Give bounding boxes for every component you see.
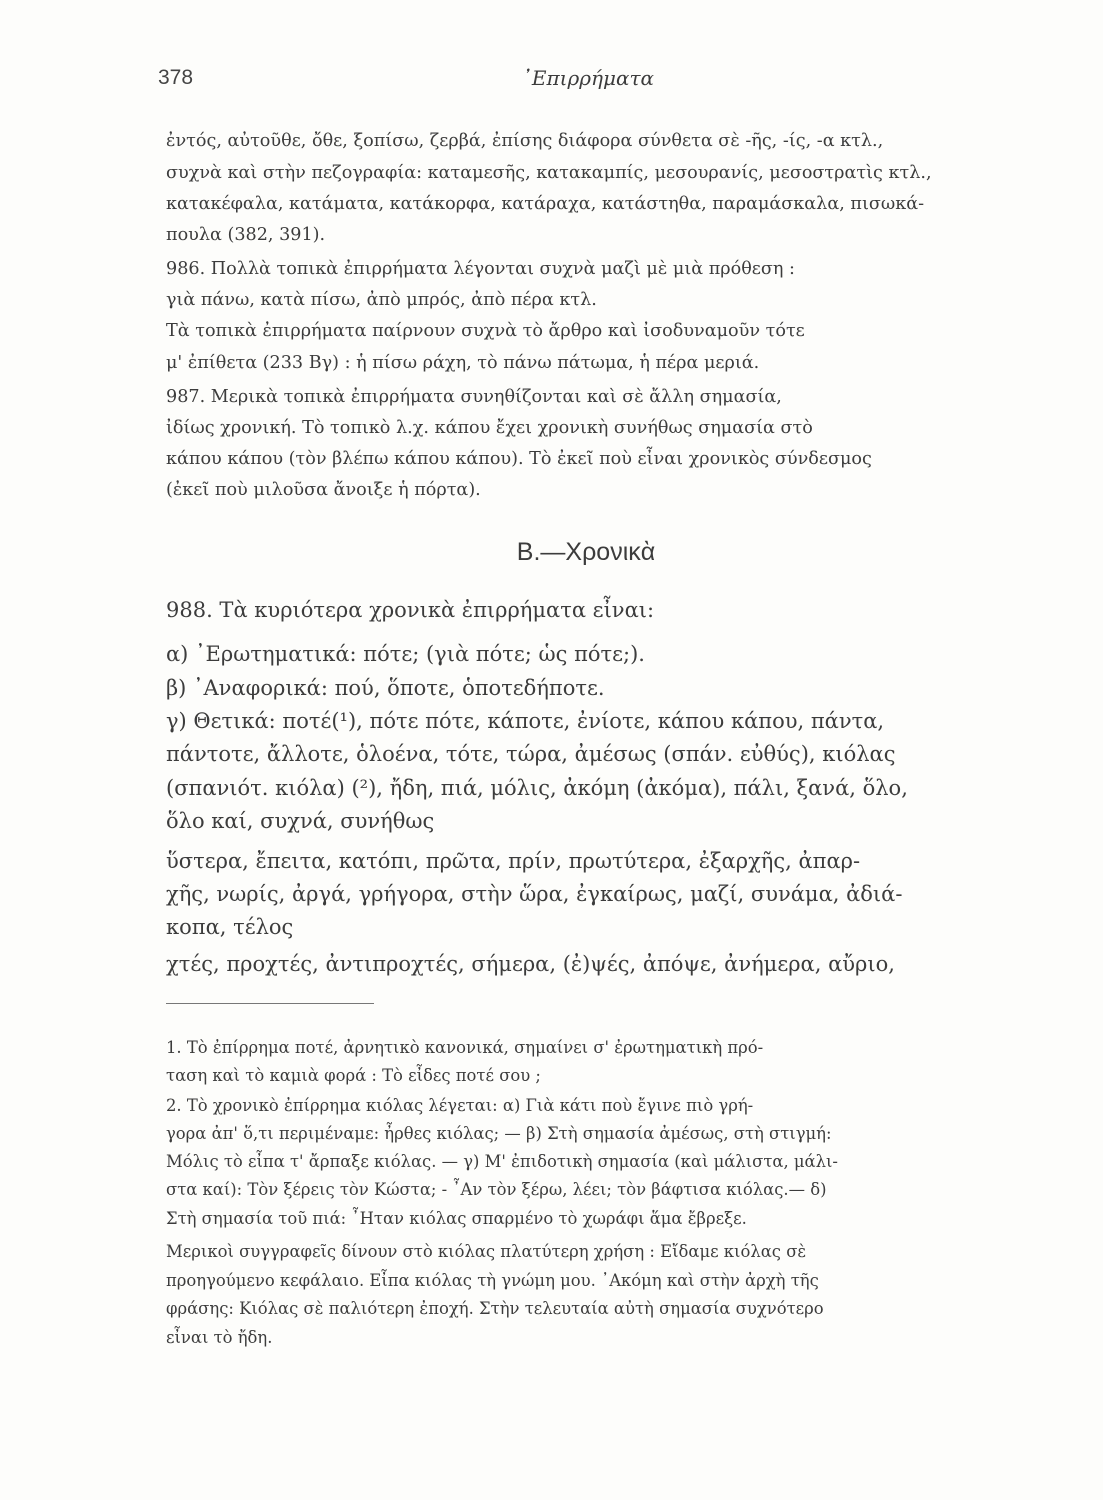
page-number: 378	[158, 66, 194, 89]
footnote-line: εἶναι τὸ ἤδη.	[166, 1328, 273, 1347]
running-title: ᾽Επιρρήματα	[521, 66, 655, 90]
footnote-separator	[166, 1003, 374, 1004]
section-line: ὅλο καί, συχνά, συνήθως	[166, 809, 435, 833]
footnote-line: ταση καὶ τὸ καμιὰ φορά : Τὸ εἶδες ποτέ σου ;	[166, 1066, 541, 1085]
body-line: πουλα (382, 391).	[166, 225, 326, 245]
page-header	[158, 66, 1018, 96]
section-heading: B.—Χρονικὰ	[516, 538, 656, 566]
paragraph-988-line: 988. Τὰ κυριότερα χρονικὰ ἐπιρρήματα εἶναι:	[166, 598, 655, 622]
section-line: πάντοτε, ἄλλοτε, ὁλοένα, τότε, τώρα, ἀμέσως (σπάν. εὐθύς), κιόλας	[166, 742, 896, 766]
body-line: ἰδίως χρονική. Τὸ τοπικὸ λ.χ. κάπου ἔχει χρονικὴ συνήθως σημασία στὸ	[166, 418, 813, 438]
body-line: (ἐκεῖ ποὺ μιλοῦσα ἄνοιξε ἡ πόρτα).	[166, 480, 481, 500]
paragraph-986-line: 986. Πολλὰ τοπικὰ ἐπιρρήματα λέγονται συχνὰ μαζὶ μὲ μιὰ πρόθεση :	[166, 259, 795, 279]
section-line: γ) Θετικά: ποτέ(¹), πότε πότε, κάποτε, ἐνίοτε, κάπου κάπου, πάντα,	[166, 709, 885, 733]
section-line: χῆς, νωρίς, ἀργά, γρήγορα, στὴν ὥρα, ἐγκαίρως, μαζί, συνάμα, ἀδιά-	[166, 882, 903, 906]
footnote-line: φράσης: Κιόλας σὲ παλιότερη ἐποχή. Στὴν τελευταία αὐτὴ σημασία συχνότερο	[166, 1299, 824, 1318]
section-line: α) ᾽Ερωτηματικά: πότε; (γιὰ πότε; ὡς πότε;).	[166, 642, 645, 666]
footnote-line: Στὴ σημασία τοῦ πιά: ῏Ηταν κιόλας σπαρμένο τὸ χωράφι ἅμα ἔβρεξε.	[166, 1209, 747, 1228]
body-line: Τὰ τοπικὰ ἐπιρρήματα παίρνουν συχνὰ τὸ ἄρθρο καὶ ἰσοδυναμοῦν τότε	[166, 321, 805, 341]
footnote-line: 1. Τὸ ἐπίρρημα ποτέ, ἀρνητικὸ κανονικά, σημαίνει σ' ἐρωτηματικὴ πρό-	[166, 1038, 764, 1057]
footnote-line: Μερικοὶ συγγραφεῖς δίνουν στὸ κιόλας πλατύτερη χρήση : Εἴδαμε κιόλας σὲ	[166, 1242, 807, 1261]
footnote-line: προηγούμενο κεφάλαιο. Εἶπα κιόλας τὴ γνώμη μου. ᾽Ακόμη καὶ στὴν ἀρχὴ τῆς	[166, 1271, 819, 1290]
paragraph-987-line: 987. Μερικὰ τοπικὰ ἐπιρρήματα συνηθίζονται καὶ σὲ ἄλλη σημασία,	[166, 387, 782, 407]
body-line: μ' ἐπίθετα (233 Βγ) : ἡ πίσω ράχη, τὸ πάνω πάτωμα, ἡ πέρα μεριά.	[166, 353, 760, 373]
footnote-line: 2. Τὸ χρονικὸ ἐπίρρημα κιόλας λέγεται: α) Γιὰ κάτι ποὺ ἔγινε πιὸ γρή-	[166, 1096, 754, 1115]
section-line: κοπα, τέλος	[166, 915, 294, 939]
section-line: ὕστερα, ἔπειτα, κατόπι, πρῶτα, πρίν, πρωτύτερα, ἐξαρχῆς, ἀπαρ-	[166, 849, 861, 873]
footnote-line: Μόλις τὸ εἶπα τ' ἄρπαξε κιόλας. — γ) Μ' ἐπιδοτικὴ σημασία (καὶ μάλιστα, μάλι-	[166, 1152, 838, 1171]
footnote-line: γορα ἀπ' ὅ,τι περιμέναμε: ἦρθες κιόλας; — β) Στὴ σημασία ἀμέσως, στὴ στιγμή:	[166, 1124, 832, 1143]
section-line: (σπανιότ. κιόλα) (²), ἤδη, πιά, μόλις, ἀκόμη (ἀκόμα), πάλι, ξανά, ὅλο,	[166, 776, 908, 800]
body-line: κατακέφαλα, κατάματα, κατάκορφα, κατάραχα, κατάστηθα, παραμάσκαλα, πισωκά-	[166, 194, 925, 214]
footnote-line: στα καί): Τὸν ξέρεις τὸν Κώστα; - ῏Αν τὸν ξέρω, λέει; τὸν βάφτισα κιόλας.— δ)	[166, 1180, 827, 1199]
body-line: συχνὰ καὶ στὴν πεζογραφία: καταμεσῆς, κατακαμπίς, μεσουρανίς, μεσοστρατὶς κτλ.,	[166, 163, 932, 183]
section-line: χτές, προχτές, ἀντιπροχτές, σήμερα, (ἐ)ψές, ἀπόψε, ἀνήμερα, αὔριο,	[166, 952, 895, 976]
body-line: κάπου κάπου (τὸν βλέπω κάπου κάπου). Τὸ ἐκεῖ ποὺ εἶναι χρονικὸς σύνδεσμος	[166, 449, 872, 469]
section-line: β) ᾽Αναφορικά: πού, ὅποτε, ὁποτεδήποτε.	[166, 676, 605, 700]
body-line: ἐντός, αὐτοῦθε, ὄθε, ξοπίσω, ζερβά, ἐπίσης διάφορα σύνθετα σὲ -ῆς, -ίς, -α κτλ.,	[166, 131, 884, 151]
body-line: γιὰ πάνω, κατὰ πίσω, ἀπὸ μπρός, ἀπὸ πέρα κτλ.	[166, 290, 597, 310]
